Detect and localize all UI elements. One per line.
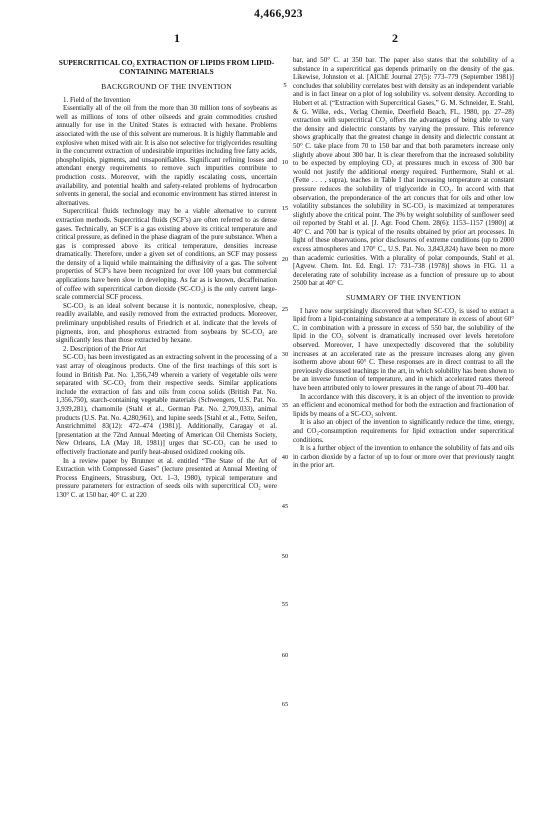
- paragraph: Supercritical fluids technology may be a viable alternative to current extraction methods. Supercritical fluids (SCF's) are often referred to as dense gases. Technically, an SCF is a gas existing above its critical temperature and critical pressure, as defined in the phase diagram of the pure substance. When a gas is compressed above its critical temperature, densities increase dramatically. Therefore, under a given set of conditions, an SCF may possess the density of a liquid while maintaining the diffusivity of a gas. The solvent properties of SCF's have been recognized for over 100 years but commercial applications have been slow in developing. As far as is known, decaffeination of coffee with supercritical carbon dioxide (SC-CO₂) is the only current large-scale commercial SCF process.: [56, 207, 277, 302]
- line-number: 50: [281, 553, 289, 560]
- paragraph: Essentially all of the oil from the more than 30 million tons of soybeans as well as millions of tons of other oilseeds and grain commodities crushed annually for use in the United States is extracted with hexane. Problems associated with the use of this solvent are numerous. It is highly flammable and explosive when mixed with air. It is also not selective for triglycerides resulting in the concurrent extraction of undesirable impurities including free fatty acids, phospholipids, pigments, and unsaponifiables. Significant refining losses and attendant energy requirements to remove such impurities contribute to production costs. Moreover, with the rapidly escalating costs, uncertain availability, and potential health and safety-related problems of hydrocarbon solvents in general, the social and economic environment has stirred interest in alternatives.: [56, 104, 277, 207]
- summary-heading: SUMMARY OF THE INVENTION: [345, 293, 462, 303]
- prior-art-subheading: 2. Description of the Prior Art: [63, 344, 147, 353]
- line-number: 45: [281, 503, 289, 510]
- left-column: [56, 56, 277, 500]
- line-number: 55: [281, 601, 289, 608]
- line-number: 5: [283, 82, 287, 89]
- paragraph: It is a further object of the invention to enhance the solubility of fats and oils in carbon dioxide by a factor of up to four or more over that previously taught in the prior art.: [293, 444, 514, 470]
- paragraph: In accordance with this discovery, it is an object of the invention to provide an efficient and economical method for both the extraction and fractionation of lipids by means of a SC-CO₂ solvent.: [293, 392, 514, 418]
- line-number: 10: [281, 159, 289, 166]
- line-number: 25: [281, 306, 289, 313]
- line-number: 35: [281, 402, 289, 409]
- paragraph: SC-CO₂ is an ideal solvent because it is nontoxic, nonexplosive, cheap, readily available, and easily removed from the extracted products. Moreover, preliminary unpublished results of Friedrich et al. indicate that the levels of pigments, iron, and phosphorus extracted from soybeans by SC-CO₂ are significantly less than those extracted by hexane.: [56, 301, 277, 345]
- background-heading: BACKGROUND OF THE INVENTION: [101, 82, 232, 91]
- paragraph: SC-CO₂ has been investigated as an extracting solvent in the processing of a vast array of oleaginous products. One of the first teachings of this sort is found in British Pat. No. 1,356,749 wherein a variety of vegetable oils were separated with SC-CO₂ from their respective seeds. Similar applications include the extraction of fats and oils from cocoa solids (British Pat. No. 1,356,750), starch-containing vegetable materials (Schwengers, U.S. Pat. No. 3,939,281), chamomile (Stahl et al., German Pat. No. 2,709,033), animal products (U.S. Pat. No. 4,280,961), and lupine seeds [Stahl et al., Fette, Seifen, Anstrichmittel 83(12): 472–474 (1981)]. Additionally, Caragay et al. [presentation at the 72nd Annual Meeting of American Oil Chemists Society, New Orleans, LA (May 18, 1981)] urges that SC-CO₂ can be used to effectively fractionate and purify heat-abused oxidized cooking oils.: [56, 353, 277, 456]
- line-number: 65: [281, 701, 289, 708]
- line-number: 20: [281, 256, 289, 263]
- paragraph: I have now surprisingly discovered that when SC-CO₂ is used to extract a lipid from a lipid-containing substance at a temperature in excess of about 60° C. in combination with a pressure in excess of 550 bar, the solubility of the lipid in the CO₂ solvent is dramatically increased over levels heretofore observed. Moreover, I have unexpectedly discovered that the solubility increases at an accelerated rate as the pressure increases along any given isotherm above about 60° C. These responses are in direct contrast to all the previously discussed teachings in the art, in which solubility has been shown to be an inverse function of temperature, and in which accelerated rates thereof have been attributed only to lower pressures in the range of about 70–400 bar.: [293, 306, 514, 392]
- paragraph: It is also an object of the invention to significantly reduce the time, energy, and CO₂-consumption requirements for lipid extraction under supercritical conditions.: [293, 418, 514, 444]
- field-subheading: 1. Field of the Invention: [63, 95, 131, 104]
- line-number: 30: [281, 351, 289, 358]
- patent-number: 4,466,923: [254, 8, 303, 20]
- paragraph: In a review paper by Brunner et al. entitled “The State of the Art of Extraction with Compressed Gases” (lecture presented at Annual Meeting of Process Engineers, Strassburg, Oct. 1–3, 1980), typical temperature and pressure parameters for extraction of seeds oils with supercritical CO₂ were 130° C. at 150 bar, 40° C. at 220: [56, 456, 277, 499]
- line-number: 40: [281, 454, 289, 461]
- right-column: [293, 56, 514, 470]
- column-number-left: 1: [174, 31, 180, 45]
- paragraph: bar, and 50° C. at 350 bar. The paper also states that the solubility of a substance in a supercritical gas depends primarily on the density of the gas. Likewise, Johnston et al. [AIChE Journal 27(5): 773–779 (September 1981)] concludes that solubility correlates best with density as an independent variable and is in fact linear on a plot of log solubility vs. solvent density. According to Hubert et al. (“Extraction with Supercritical Gases,” G. M. Schneider, E. Stahl, & G. Wilke, eds., Verlag Chemie, Deerfield Beach, FL, 1980, pp. 27–28) extraction with supercritical CO₂ offers the advantages of being able to vary the density and dielectric constants by varying the pressure. This reference shows graphically that the greatest change in density and dielectric constant at 50° C. take place from 70 to 150 bar and that both parameters increase only slightly above about 300 bar. It is clear therefrom that the increased solubility to be expected by employing CO₂ at pressures much in excess of 300 bar would not justify the additional energy required. Furthermore, Stahl et al. (Fette . . . , supra), teaches in Table I that increasing temperature at constant pressure reduces the solubility of triglyceride in CO₂. In accord with that observation, the preponderance of the art concurs that for oils and other low volatility substances the solubility in SC-CO₂ is maximized at temperatures slightly above the critical point. The 3% by weight solubility of sunflower seed oil reported by Stahl et al. [J. Agr. Food Chem. 28(6): 1153–1157 (1980)] at 40° C. and 700 bar is typical of the results obtained by prior art processes. In light of these observations, prior disclosures of extreme conditions (up to 2000 excess atmospheres and 170° C., U.S. Pat. No. 3,843,824) have been no more than academic curiosities. With a plurality of polar compounds, Stahl et al. [Agvew. Chem. Int. Ed. Engl. 17: 731–738 (1978)] shows in FIG. 11 a decelerating rate of solubility increase as a function of pressure up to about 2500 bar at 40° C.: [293, 56, 514, 288]
- line-number: 15: [281, 205, 289, 212]
- line-numbers: [278, 56, 292, 816]
- column-number-right: 2: [392, 31, 398, 45]
- document-title: SUPERCRITICAL CO₂ EXTRACTION OF LIPIDS FROM LIPID-CONTAINING MATERIALS: [58, 58, 275, 76]
- line-number: 60: [281, 652, 289, 659]
